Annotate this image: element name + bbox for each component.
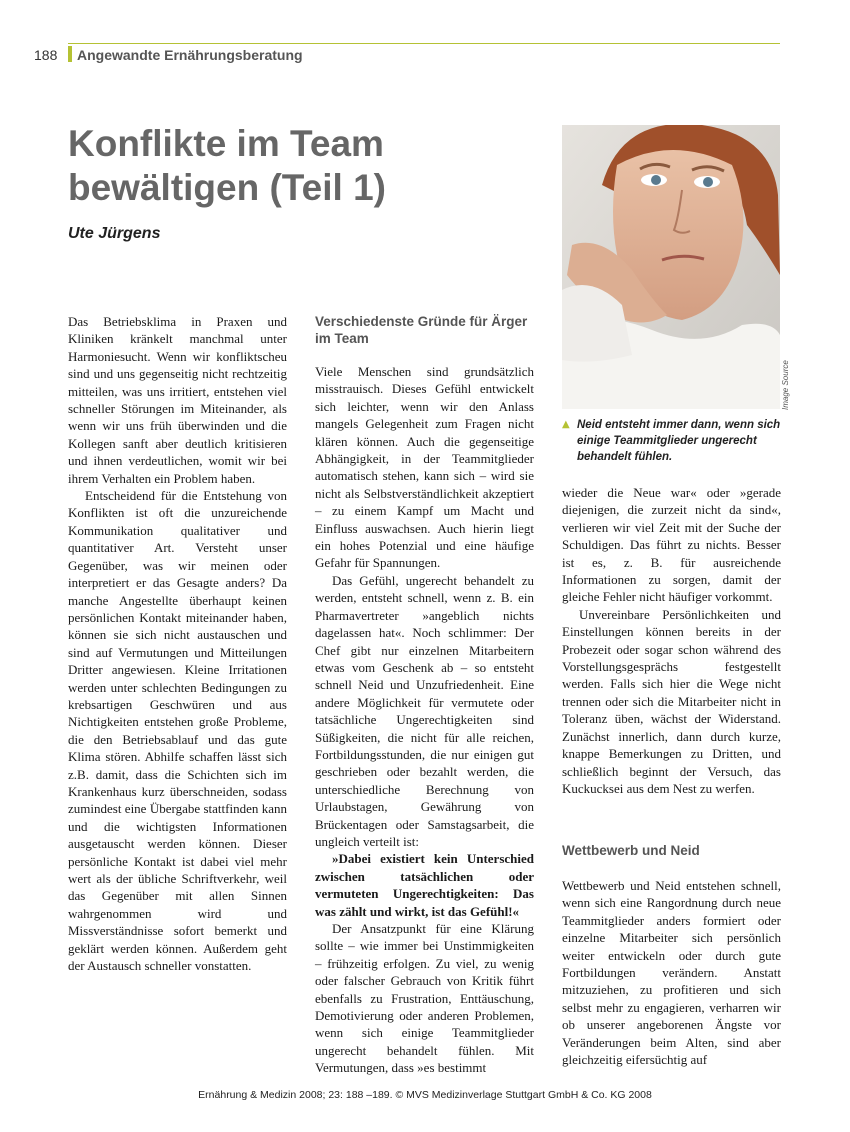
portrait-photo [562,125,780,409]
text-column-3 [562,484,781,797]
paragraph: Entscheidend für die Entstehung von Konflikten ist oft die unzureichende Kommunikation qualitativer und quantitativer Art. Versteht unser Gegenüber, was wir meinen oder interpretiert er das Gesagte anders? Da manche Angestellte überhaupt keinen persönlichen Kontakt miteinander haben, können sie sich nicht austauschen und sind auf Vermutungen und Mitteilungen Dritter angewiesen. Kleine Irritationen werden unter schlechten Bedingungen zu krebsartigen Geschwüren und aus Nichtigkeiten entstehen große Probleme, die den Betriebsablauf und das gute Klima stören. Abhilfe schaffen lässt sich z.B. damit, dass die Schichten sich im Krankenhaus kurz überschneiden, sodass zumindest eine Übergabe stattfinden kann und die wichtigsten Informationen ausgetauscht werden können. Dieser persönliche Kontakt ist dabei viel mehr wert als der übliche Schriftverkehr, weil das Gegenüber mit allen Sinnen wahrgenommen wird und Missverständnisse sofort bemerkt und geklärt werden können. Außerdem geht der Austausch schneller vonstatten. [68,488,287,974]
article-title: Konflikte im Team bewältigen (Teil 1) [68,123,386,208]
section-marker [68,46,72,62]
paragraph: Wettbewerb und Neid entstehen schnell, wenn sich eine Rangordnung durch neue Teammitglieder anders formiert oder einzelne Mitarbeiter sich persönlich weiter entwickeln oder durch gute Fortbildungen verändern. Anstatt mitzuziehen, zu profitieren und sich selbst mehr zu engagieren, verharren wir ob unserer angeborenen Ängste vor Veränderungen beim Alten, sind aber gleichzeitig eifersüchtig auf [562,878,781,1068]
subheading-wettbewerb: Wettbewerb und Neid [562,843,700,858]
text-column-2 [315,363,534,1077]
footer-citation: Ernährung & Medizin 2008; 23: 188 –189. © MVS Medizinverlage Stuttgart GmbH & Co. KG 2008 [198,1089,652,1101]
subheading-gruende: Verschiedenste Gründe für Ärger im Team [315,314,528,346]
paragraph: Der Ansatzpunkt für eine Klärung sollte – wie immer bei Unstimmigkeiten – frühzeitig erfolgen. Zu viel, zu wenig oder falscher Gebrauch von Kritik führt ebenfalls zu Frustration, Enttäuschung, Demotivierung oder anderen Problemen, wenn sich einige Teammitglieder ungerecht behandelt fühlen. Mit Vermutungen, dass »es bestimmt [315,921,534,1076]
paragraph: wieder die Neue war« oder »gerade diejenigen, die zurzeit nicht da sind«, verlieren wir viel Zeit mit der Suche der Schuldigen. Das führt zu nichts. Besser ist es, z. B. für ausreichende Informationen zu sorgen, damit der gleiche Fehler nicht häufiger vorkommt. [562,485,781,605]
photo-credit: Image Source [781,360,790,410]
portrait-illustration [562,125,780,409]
photo-caption: Neid entsteht immer dann, wenn sich einige Teammitglieder ungerecht behandelt fühlen. [577,419,781,463]
pull-quote: »Dabei existiert kein Unterschied zwischen tatsächlichen oder vermuteten Ungerechtigkeiten: Das was zählt und wirkt, ist das Gefühl!« [315,851,534,919]
text-column-3-continued [562,877,781,1068]
paragraph: Viele Menschen sind grundsätzlich misstrauisch. Dieses Gefühl entwickelt sich leichter, wenn wir den Anlass mangels Gelegenheit zum Fragen nicht klären können. Auch die gegenseitige Abhängigkeit, in der Teammitglieder automatisch stehen, kann sich – wird sie nicht als Selbstverständlichkeit akzeptiert – zu einem Kampf um Macht und Einfluss auswachsen. Auch hierin liegt ein hohes Potenzial und eine häufige Gefahr für Spannungen. [315,364,534,571]
section-title: Angewandte Ernährungsberatung [77,47,303,63]
caption-triangle-icon: ▲ [562,419,570,430]
header-rule [68,43,780,44]
paragraph: Das Betriebsklima in Praxen und Kliniken kränkelt manchmal unter Harmoniesucht. Wenn wir konfliktscheu sind und uns gegenseitig nicht rechtzeitig mitteilen, was uns irritiert, entstehen viel schneller Störungen im Miteinander, als wenn wir uns früh überwinden und die Kollegen sanft aber deutlich kritisieren und ihnen verdeutlichen, womit wir bei ihrem Verhalten ein Problem haben. [68,314,287,486]
article-author: Ute Jürgens [68,225,161,242]
paragraph: Das Gefühl, ungerecht behandelt zu werden, entsteht schnell, wenn z. B. ein Pharmavertreter »angeblich nichts dagelassen hat«. Noch schlimmer: Der Chef gibt nur einzelnen Mitarbeitern etwas vom Geschenk ab – so entsteht schnell Neid und Unzufriedenheit. Eine andere Möglichkeit für vermutete oder tatsächliche Ungerechtigkeiten sind Süßigkeiten, die nicht für alle reichen, Fortbildungsstunden, die nur einigen gut geschrieben oder bezahlt werden, die unterschiedliche Berechnung von Urlaubstagen, Gewährung von Brückentagen oder Samstagsarbeit, die ungleich verteilt ist: [315,572,534,849]
text-column-1 [68,313,287,974]
page-number: 188 [34,47,58,63]
paragraph: Unvereinbare Persönlichkeiten und Einstellungen können bereits in der Probezeit oder sogar schon während des Vorstellungsgesprächs festgestellt werden. Falls sich hier die Wege nicht trennen oder sich die Mitarbeiter nicht in Toleranz üben, wächst der Widerstand. Zunächst innerlich, dann durch kurze, knappe Bemerkungen zu Dritten, und schließlich beginnt der Versuch, das Kuckucksei aus dem Nest zu werfen. [562,606,781,796]
